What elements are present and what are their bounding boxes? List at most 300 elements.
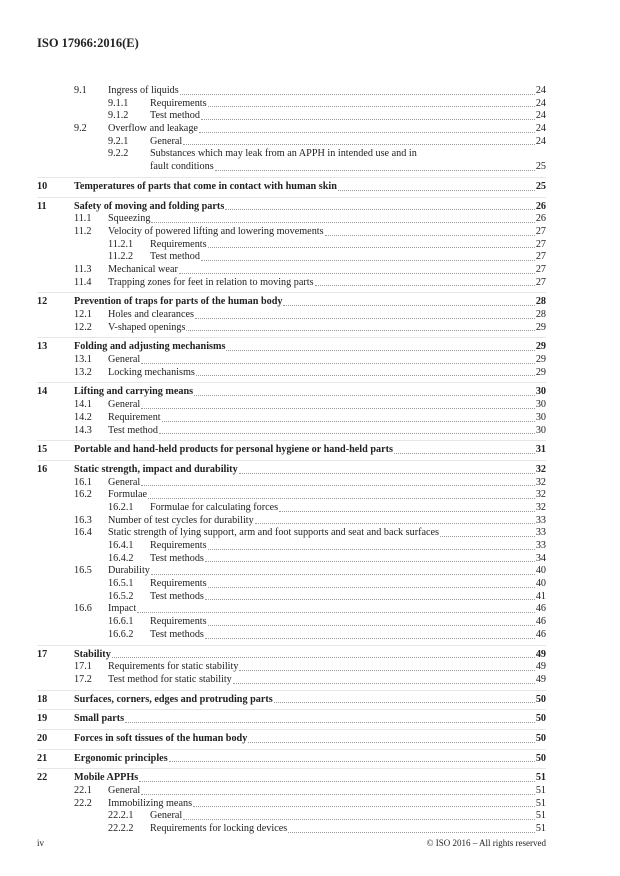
entry-number: 17 [37,648,48,660]
entry-title: Test method [150,251,200,263]
entry-title-row [74,341,546,354]
toc-entry[interactable] [37,239,546,252]
entry-page: 32 [535,489,546,501]
entry-page: 32 [535,476,546,488]
entry-title: Squeezing [108,213,151,225]
entry-page: 26 [535,200,546,212]
dot-leader [193,798,535,808]
entry-title: Trapping zones for feet in relation to moving parts [108,276,314,288]
entry-title-row [150,161,546,174]
entry-title-row [108,674,546,687]
entry-title: General [108,399,141,411]
entry-number: 16 [37,463,48,475]
entry-page: 27 [535,251,546,263]
toc-section [37,177,546,197]
dot-leader [225,201,535,211]
toc-entry[interactable] [37,148,546,161]
dot-leader [248,733,535,743]
entry-title: Test method [108,424,158,436]
toc-entry[interactable] [37,226,546,239]
dot-leader [208,578,535,588]
entry-page: 24 [535,85,546,96]
entry-number: 16.6.1 [108,616,134,628]
entry-title-line: Substances which may leak from an APPH in intended use and in [150,148,417,160]
entry-number: 16.3 [74,514,92,526]
dot-leader [195,309,535,319]
entry-page: 28 [535,309,546,320]
entry-title: Folding and adjusting mechanisms [74,341,226,353]
entry-number: 16.2 [74,489,92,501]
entry-number: 17.2 [74,673,92,685]
toc-entry[interactable] [37,502,546,515]
dot-leader [338,181,535,191]
toc-entry[interactable] [37,136,546,149]
entry-number: 22.2 [74,797,92,809]
entry-title-row [150,251,546,264]
entry-title: General [150,135,183,147]
toc-entry[interactable] [37,515,546,528]
entry-number: 11.4 [74,276,92,288]
entry-title-row [108,515,546,528]
entry-title: Requirements for locking devices [150,823,288,835]
page-number: iv [37,838,45,848]
entry-title: Holes and clearances [108,309,194,320]
toc-entry[interactable] [37,123,546,136]
dot-leader [315,277,535,287]
entry-page: 24 [535,135,546,147]
entry-title-row [108,226,546,239]
entry-title: Safety of moving and folding parts [74,200,225,212]
entry-page: 40 [535,578,546,590]
entry-number: 9.1 [74,85,87,96]
entry-title-row [150,578,546,591]
entry-title-row [74,772,546,785]
dot-leader [112,649,535,659]
entry-title: Immobilizing means [108,797,193,809]
dot-leader [151,213,534,223]
entry-title-row [108,277,546,290]
entry-page: 51 [535,823,546,835]
entry-number: 11.2.2 [108,251,134,263]
entry-page: 33 [535,514,546,526]
toc-entry[interactable] [37,489,546,502]
toc-entry[interactable] [37,201,546,214]
entry-title: Overflow and leakage [108,123,198,135]
entry-number: 21 [37,752,48,764]
entry-page: 30 [535,411,546,423]
toc-entry[interactable] [37,277,546,290]
entry-page: 27 [535,263,546,275]
entry-title-row [108,123,546,136]
entry-title-row [74,713,546,726]
toc-entry[interactable] [37,322,546,335]
entry-number: 10 [37,180,48,192]
entry-number: 14 [37,386,48,398]
entry-title-row [108,85,546,98]
entry-title-row [108,661,546,674]
entry-number: 18 [37,693,48,705]
entry-title: Impact [108,603,137,615]
toc-section [37,382,546,440]
toc-entry[interactable] [37,694,546,707]
entry-title-row [108,477,546,490]
entry-title-row [150,591,546,604]
toc-entry[interactable] [37,264,546,277]
dot-leader [208,616,535,626]
toc-section [37,197,546,293]
dot-leader [169,753,535,763]
entry-page: 33 [535,540,546,551]
dot-leader [239,464,535,474]
entry-number: 16.6 [74,603,92,615]
entry-title: Locking mechanisms [108,366,195,378]
entry-number: 9.2.1 [108,135,129,147]
entry-title: Test method for static stability [108,673,232,685]
entry-title-row [74,649,546,662]
dot-leader [239,661,534,671]
entry-title-row [108,489,546,502]
toc-section [37,337,546,382]
entry-title-row [150,616,546,629]
entry-page: 30 [535,386,546,398]
toc-entry[interactable] [37,367,546,380]
entry-number: 16.2.1 [108,501,134,513]
entry-number: 16.1 [74,476,92,488]
entry-title-row [74,386,546,399]
entry-page: 41 [535,590,546,602]
dot-leader [183,136,535,146]
entry-page: 25 [535,161,546,173]
entry-title: fault conditions [150,161,214,173]
entry-number: 16.5.1 [108,578,134,590]
entry-title-row [108,565,546,578]
dot-leader [151,565,535,575]
entry-title-row [108,425,546,438]
entry-number: 22 [37,772,48,784]
entry-number: 14.2 [74,411,92,423]
entry-title-row [150,502,546,515]
dot-leader [125,713,535,723]
toc-entry[interactable] [37,464,546,477]
toc-section [37,749,546,769]
toc-entry[interactable] [37,603,546,616]
entry-title: General [108,785,141,796]
dot-leader [162,412,535,422]
entry-title: Requirements [150,616,207,628]
entry-title-row [108,367,546,380]
entry-number: 22.2.2 [108,823,134,835]
toc-entry[interactable] [37,110,546,123]
toc-entry[interactable] [37,354,546,367]
dot-leader [199,123,535,133]
entry-title-row [108,603,546,616]
entry-title: Ingress of liquids [108,85,179,96]
toc-entry[interactable] [37,733,546,746]
entry-title: Lifting and carrying means [74,386,194,398]
toc-entry[interactable] [37,591,546,604]
entry-title: Test methods [150,628,204,640]
entry-title: Mobile APPHs [74,772,139,784]
entry-page: 24 [535,110,546,122]
toc-section [37,709,546,729]
entry-number: 9.2.2 [108,148,129,160]
entry-title-row [150,110,546,123]
dot-leader [141,399,535,409]
entry-page: 24 [535,97,546,109]
dot-leader [183,810,535,820]
toc-entry[interactable] [37,540,546,553]
entry-page: 49 [535,648,546,660]
entry-title: General [150,810,183,822]
toc-entry[interactable] [37,823,546,836]
dot-leader [141,477,535,487]
entry-number: 17.1 [74,661,92,673]
entry-title: Mechanical wear [108,263,178,275]
entry-page: 50 [535,693,546,705]
entry-title-row [150,540,546,553]
entry-page: 51 [535,785,546,796]
entry-page: 51 [535,772,546,784]
entry-title: Requirement [108,411,161,423]
entry-title-row [108,213,546,226]
toc-entry[interactable] [37,649,546,662]
entry-page: 51 [535,810,546,822]
entry-title: Formulae [108,489,148,501]
document-id: ISO 17966:2016(E) [37,36,139,50]
entry-number: 9.2 [74,123,87,135]
dot-leader [205,591,535,601]
dot-leader [255,515,535,525]
toc-entry[interactable] [37,341,546,354]
toc-entry[interactable] [37,629,546,642]
entry-number: 11.1 [74,213,92,225]
entry-title-row [150,629,546,642]
entry-title-row [108,527,546,540]
toc-entry[interactable] [37,399,546,412]
entry-page: 32 [535,501,546,513]
toc-section [37,768,546,838]
copyright: © ISO 2016 – All rights reserved [426,838,546,848]
toc-entry[interactable] [37,772,546,785]
entry-title-row [74,464,546,477]
toc-entry-continuation[interactable] [37,161,546,174]
dot-leader [180,85,535,95]
toc-entry[interactable] [37,527,546,540]
entry-page: 40 [535,565,546,577]
entry-page: 50 [535,732,546,744]
entry-title-row [108,309,546,322]
dot-leader [159,425,535,435]
toc-entry[interactable] [37,753,546,766]
toc-section [37,460,546,645]
entry-number: 16.5 [74,565,92,577]
entry-title-row [150,823,546,836]
entry-number: 9.1.2 [108,110,129,122]
entry-title: Requirements for static stability [108,661,239,673]
entry-title: Temperatures of parts that come in contact with human skin [74,180,337,192]
dot-leader [139,772,535,782]
entry-number: 13.1 [74,354,92,366]
toc-entry[interactable] [37,412,546,425]
dot-leader [208,239,535,249]
dot-leader [196,367,535,377]
toc-entry[interactable] [37,98,546,111]
entry-page: 51 [535,797,546,809]
dot-leader [186,322,534,332]
dot-leader [201,110,535,120]
entry-page: 29 [535,366,546,378]
entry-number: 16.4.2 [108,552,134,564]
entry-title: Durability [108,565,150,577]
entry-title: Number of test cycles for durability [108,514,254,526]
entry-number: 11.2 [74,225,92,237]
entry-title: Prevention of traps for parts of the human body [74,296,283,308]
entry-page: 29 [535,341,546,353]
entry-title: Velocity of powered lifting and lowering movements [108,225,324,237]
dot-leader [233,674,535,684]
entry-number: 9.1.1 [108,97,129,109]
entry-title: Forces in soft tissues of the human body [74,732,248,744]
dot-leader [205,553,535,563]
entry-title: Static strength, impact and durability [74,463,238,475]
entry-page: 26 [535,213,546,225]
dot-leader [205,629,535,639]
entry-number: 13 [37,341,48,353]
dot-leader [179,264,535,274]
entry-title: Test methods [150,552,204,564]
toc-section [37,645,546,690]
toc-section [37,85,546,177]
entry-title: Formulae for calculating forces [150,501,279,513]
entry-page: 46 [535,603,546,615]
entry-title-row [108,322,546,335]
dot-leader [274,694,535,704]
entry-title: Test method [150,110,200,122]
entry-title: Portable and hand-held products for personal hygiene or hand-held parts [74,444,393,456]
entry-title-row [74,694,546,707]
toc-entry[interactable] [37,85,546,98]
toc-section [37,292,546,337]
toc-entry[interactable] [37,213,546,226]
entry-page: 46 [535,616,546,628]
toc-entry[interactable] [37,578,546,591]
dot-leader [394,444,535,454]
entry-title-row [108,354,546,367]
entry-title-row [150,136,546,149]
dot-leader [226,341,534,351]
toc-entry[interactable] [37,477,546,490]
entry-number: 22.1 [74,785,92,796]
entry-title: Requirements [150,238,207,250]
entry-page: 31 [535,444,546,456]
dot-leader [141,785,535,795]
entry-page: 50 [535,713,546,725]
entry-number: 16.4 [74,527,92,539]
toc-entry[interactable] [37,181,546,194]
entry-title: Requirements [150,97,207,109]
toc-section [37,690,546,710]
entry-number: 20 [37,732,48,744]
entry-title: Surfaces, corners, edges and protruding parts [74,693,273,705]
entry-title: V-shaped openings [108,321,186,333]
entry-number: 22.2.1 [108,810,134,822]
entry-title: Small parts [74,713,125,725]
toc-entry[interactable] [37,798,546,811]
entry-title: Stability [74,648,111,660]
entry-title-row [74,296,546,309]
entry-page: 24 [535,123,546,135]
entry-page: 30 [535,399,546,411]
entry-number: 14.1 [74,399,92,411]
entry-title-row [74,201,546,214]
toc-entry[interactable] [37,785,546,798]
toc-entry[interactable] [37,661,546,674]
entry-page: 29 [535,354,546,366]
toc-entry[interactable] [37,296,546,309]
dot-leader [194,386,535,396]
entry-page: 32 [535,463,546,475]
entry-title-row [108,399,546,412]
entry-number: 11 [37,200,47,212]
entry-number: 11.2.1 [108,238,134,250]
entry-number: 16.5.2 [108,590,134,602]
toc-entry[interactable] [37,386,546,399]
dot-leader [208,98,535,108]
dot-leader [325,226,535,236]
entry-title: General [108,476,141,488]
table-of-contents [37,85,546,839]
entry-title: Ergonomic principles [74,752,168,764]
entry-title-row [150,98,546,111]
entry-page: 27 [535,225,546,237]
entry-title: General [108,354,141,366]
entry-page: 27 [535,238,546,250]
toc-section [37,440,546,460]
entry-title-row [108,264,546,277]
entry-page: 50 [535,752,546,764]
dot-leader [208,540,535,550]
entry-number: 12 [37,296,48,308]
toc-entry[interactable] [37,674,546,687]
entry-number: 13.2 [74,366,92,378]
toc-entry[interactable] [37,713,546,726]
toc-entry[interactable] [37,444,546,457]
toc-entry[interactable] [37,251,546,264]
toc-entry[interactable] [37,565,546,578]
entry-page: 25 [535,180,546,192]
dot-leader [288,823,535,833]
entry-title: Requirements [150,578,207,590]
toc-entry[interactable] [37,810,546,823]
toc-entry[interactable] [37,309,546,322]
entry-title-row [74,753,546,766]
entry-title-row [150,553,546,566]
entry-number: 16.4.1 [108,540,134,551]
toc-entry[interactable] [37,616,546,629]
toc-section [37,729,546,749]
entry-title-row [74,444,546,457]
dot-leader [279,502,535,512]
dot-leader [137,603,535,613]
toc-entry[interactable] [37,553,546,566]
toc-entry[interactable] [37,425,546,438]
entry-title-row [74,181,546,194]
dot-leader [215,161,535,171]
entry-number: 12.2 [74,321,92,333]
entry-title-row [150,239,546,252]
entry-title: Requirements [150,540,207,551]
entry-page: 49 [535,661,546,673]
